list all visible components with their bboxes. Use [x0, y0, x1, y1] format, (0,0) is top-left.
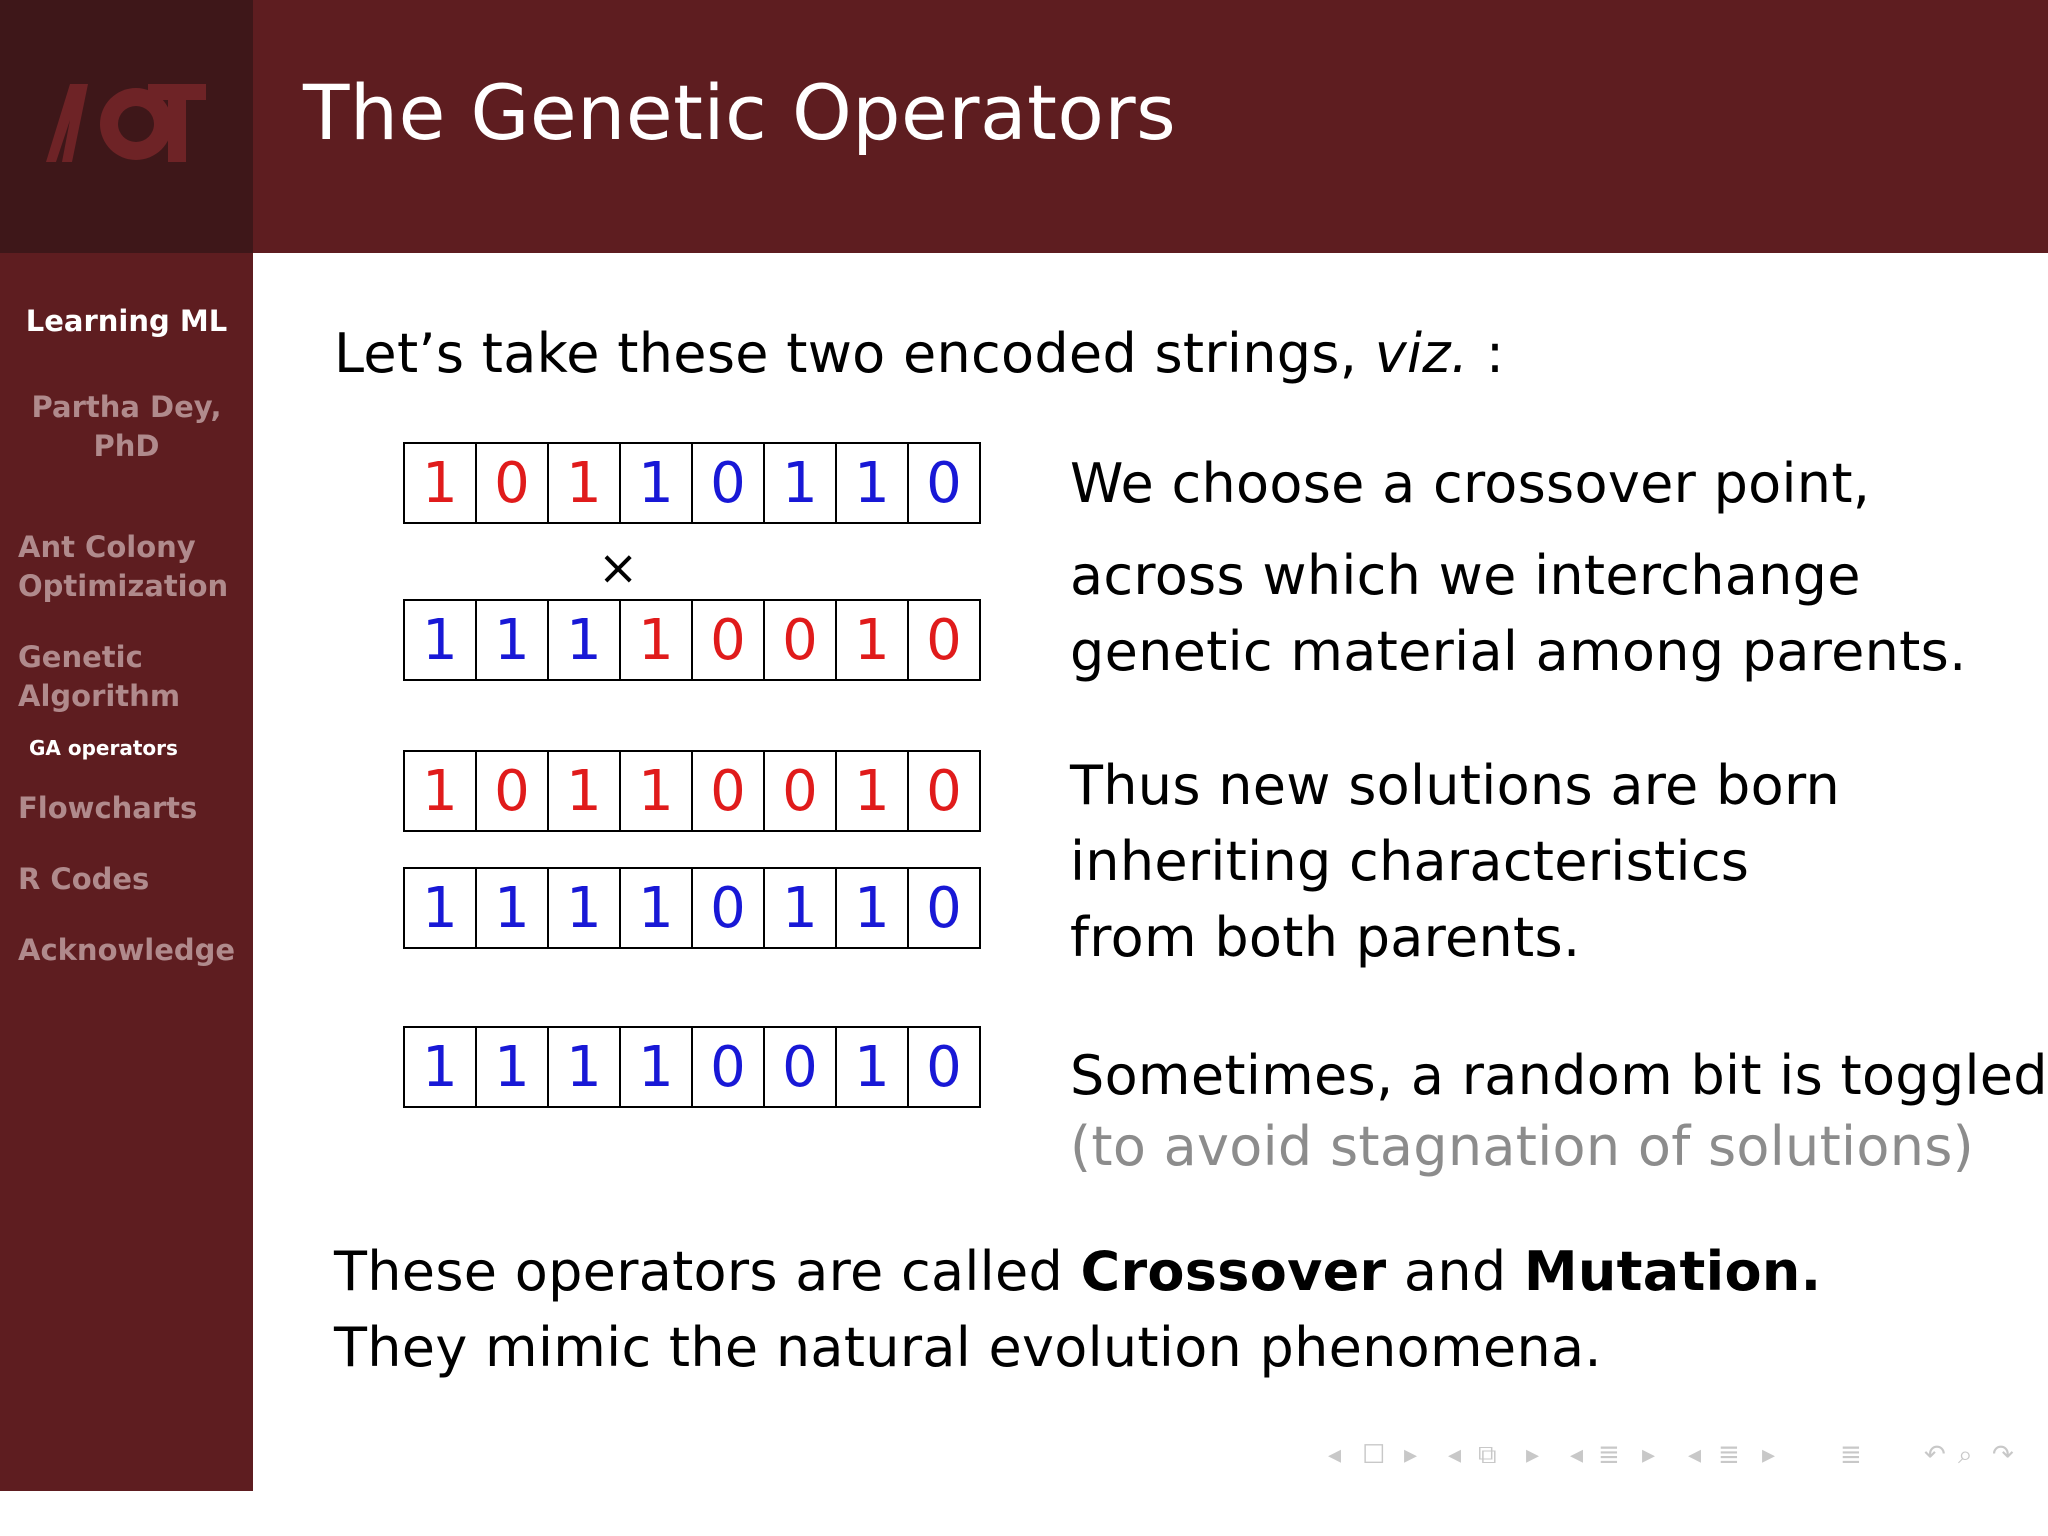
- prev-frame-icon[interactable]: ◂: [1328, 1440, 1342, 1470]
- bottom-strip: [0, 1491, 2048, 1536]
- mutant-bitstring: [403, 1026, 981, 1108]
- bit-cell: 1: [837, 444, 909, 522]
- sidebar-item-r-codes[interactable]: R Codes: [18, 862, 150, 896]
- sidebar-author[interactable]: Partha Dey,: [31, 390, 222, 424]
- next-section-icon[interactable]: ▸: [1642, 1440, 1656, 1470]
- offspring-text-1: Thus new solutions are born: [1070, 754, 1841, 817]
- bit-cell: 1: [549, 444, 621, 522]
- prev-doc-icon[interactable]: ◂: [1688, 1440, 1702, 1470]
- aot-logo: [44, 80, 209, 165]
- bit-cell: 0: [693, 601, 765, 679]
- bit-cell: 1: [621, 601, 693, 679]
- bit-cell: 0: [693, 1028, 765, 1106]
- bit-cell: 0: [926, 608, 962, 673]
- section-icon[interactable]: ≣: [1598, 1440, 1620, 1470]
- slide-title: The Genetic Operators: [303, 68, 1177, 157]
- prev-section-icon[interactable]: ◂: [1570, 1440, 1584, 1470]
- bit-cell: 1: [837, 1028, 909, 1106]
- intro-colon: :: [1485, 322, 1505, 385]
- bit-cell: 1: [837, 601, 909, 679]
- toc-icon[interactable]: ≣: [1840, 1440, 1862, 1470]
- sidebar-item-flowcharts[interactable]: Flowcharts: [18, 791, 198, 825]
- bit-cell: 1: [837, 869, 909, 947]
- crossover-symbol: ×: [598, 540, 639, 596]
- bit-cell: 1: [765, 869, 837, 947]
- offspring-text-3: from both parents.: [1070, 906, 1581, 969]
- bit-cell: 0: [477, 752, 549, 830]
- term-mutation: Mutation.: [1523, 1240, 1822, 1303]
- bit-cell: 0: [693, 869, 765, 947]
- sidebar-item-genetic-algorithm[interactable]: Genetic: [18, 640, 143, 674]
- sidebar-item-acknowledge[interactable]: Acknowledge: [18, 933, 236, 967]
- bit-cell: 1: [405, 601, 477, 679]
- bit-cell: 0: [926, 876, 962, 941]
- summary-line-1: [334, 1240, 1821, 1303]
- bit-cell: 1: [621, 752, 693, 830]
- prev-subsection-icon[interactable]: ◂: [1448, 1440, 1462, 1470]
- bit-cell: 0: [477, 444, 549, 522]
- child1-bitstring: [403, 750, 981, 832]
- summary-pre: These operators are called: [334, 1240, 1064, 1303]
- sidebar-item-ant-colony-2[interactable]: Optimization: [18, 569, 229, 603]
- sidebar-author-degree[interactable]: PhD: [93, 429, 160, 463]
- sidebar-item-ant-colony[interactable]: Ant Colony: [18, 530, 196, 564]
- crossover-text-3: genetic material among parents.: [1070, 620, 1967, 683]
- bit-cell: 1: [405, 869, 477, 947]
- parent2-bitstring: [403, 599, 981, 681]
- parent1-bitstring: [403, 442, 981, 524]
- child2-bitstring: [403, 867, 981, 949]
- summary-line-2: They mimic the natural evolution phenomena.: [334, 1316, 1602, 1379]
- bit-cell: 1: [405, 752, 477, 830]
- sidebar-item-genetic-algorithm-2[interactable]: Algorithm: [18, 679, 181, 713]
- bit-cell: 0: [765, 752, 837, 830]
- bit-cell: 0: [926, 759, 962, 824]
- bit-cell: 1: [405, 444, 477, 522]
- bit-cell: 0: [693, 752, 765, 830]
- next-frame-icon[interactable]: ▸: [1404, 1440, 1418, 1470]
- forward-icon[interactable]: ↷: [1992, 1440, 2014, 1470]
- bit-cell: 1: [621, 869, 693, 947]
- bit-cell: 0: [765, 1028, 837, 1106]
- bit-cell: 1: [477, 1028, 549, 1106]
- next-doc-icon[interactable]: ▸: [1762, 1440, 1776, 1470]
- bit-cell: 1: [765, 444, 837, 522]
- bit-cell: 1: [549, 869, 621, 947]
- frame-icon[interactable]: ☐: [1362, 1440, 1386, 1470]
- search-icon[interactable]: ⌕: [1958, 1440, 1973, 1470]
- mutation-text-2: (to avoid stagnation of solutions): [1070, 1115, 1975, 1178]
- summary-and: and: [1403, 1240, 1507, 1303]
- offspring-text-2: inheriting characteristics: [1070, 830, 1750, 893]
- logo-area: [0, 0, 253, 253]
- mutation-text-1: Sometimes, a random bit is toggled: [1070, 1044, 2048, 1107]
- bit-cell: 1: [549, 1028, 621, 1106]
- bit-cell: 1: [405, 1028, 477, 1106]
- term-crossover: Crossover: [1080, 1240, 1387, 1303]
- crossover-text-1: We choose a crossover point,: [1070, 452, 1871, 515]
- bit-cell: 1: [477, 869, 549, 947]
- intro-text: [334, 322, 1504, 385]
- doc-icon[interactable]: ≣: [1718, 1440, 1740, 1470]
- back-icon[interactable]: ↶: [1924, 1440, 1946, 1470]
- bit-cell: 0: [926, 451, 962, 516]
- bit-cell: 1: [621, 444, 693, 522]
- bit-cell: 1: [549, 752, 621, 830]
- sidebar-course-title[interactable]: Learning ML: [25, 304, 228, 338]
- bit-cell: 1: [837, 752, 909, 830]
- bit-cell: 1: [549, 601, 621, 679]
- intro-viz: viz.: [1374, 322, 1469, 385]
- subsection-icon[interactable]: ⧉: [1478, 1440, 1497, 1470]
- bit-cell: 0: [765, 601, 837, 679]
- crossover-text-2: across which we interchange: [1070, 544, 1861, 607]
- intro-main: Let’s take these two encoded strings,: [334, 322, 1358, 385]
- bit-cell: 1: [477, 601, 549, 679]
- bit-cell: 0: [926, 1035, 962, 1100]
- bit-cell: 1: [621, 1028, 693, 1106]
- sidebar-subitem-ga-operators[interactable]: GA operators: [29, 736, 178, 760]
- navigation-bar: [1320, 1440, 2030, 1480]
- bit-cell: 0: [693, 444, 765, 522]
- next-subsection-icon[interactable]: ▸: [1526, 1440, 1540, 1470]
